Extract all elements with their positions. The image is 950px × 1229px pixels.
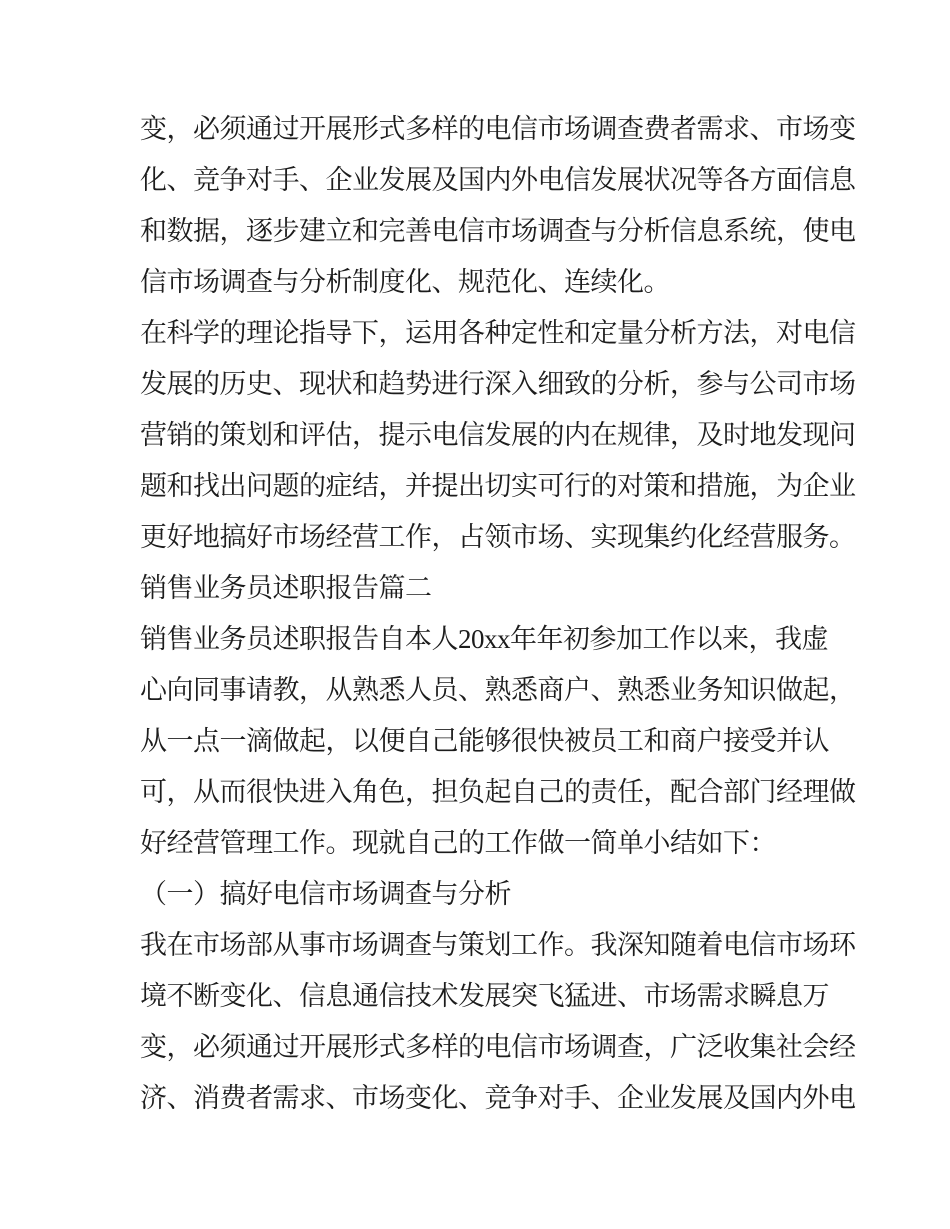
text-line: 更好地搞好市场经营工作，占领市场、实现集约化经营服务。: [140, 522, 856, 552]
text-line: 化、竞争对手、企业发展及国内外电信发展状况等各方面信息: [140, 165, 856, 195]
text-line: 变，必须通过开展形式多样的电信市场调查费者需求、市场变: [140, 114, 856, 144]
text-line: 心向同事请教，从熟悉人员、熟悉商户、熟悉业务知识做起，: [140, 675, 856, 705]
text-line: 营销的策划和评估，提示电信发展的内在规律，及时地发现问: [140, 420, 856, 450]
text-line: 销售业务员述职报告自本人20xx年年初参加工作以来，我虚: [140, 624, 828, 654]
text-line: 从一点一滴做起，以便自己能够很快被员工和商户接受并认: [140, 726, 829, 756]
text-line: 在科学的理论指导下，运用各种定性和定量分析方法，对电信: [140, 318, 856, 348]
text-line: 济、消费者需求、市场变化、竞争对手、企业发展及国内外电: [140, 1083, 856, 1113]
text-line: 境不断变化、信息通信技术发展突飞猛进、市场需求瞬息万: [140, 981, 829, 1011]
text-line: 和数据，逐步建立和完善电信市场调查与分析信息系统，使电: [140, 216, 856, 246]
document-body: [140, 104, 860, 1124]
text-line: 好经营管理工作。现就自己的工作做一简单小结如下：: [140, 828, 776, 858]
text-line: 可，从而很快进入角色，担负起自己的责任，配合部门经理做: [140, 777, 856, 807]
text-line: 题和找出问题的症结，并提出切实可行的对策和措施，为企业: [140, 471, 856, 501]
text-line: 变，必须通过开展形式多样的电信市场调查，广泛收集社会经: [140, 1032, 856, 1062]
text-line: 我在市场部从事市场调查与策划工作。我深知随着电信市场环: [140, 930, 856, 960]
text-line: 信市场调查与分析制度化、规范化、连续化。: [140, 267, 670, 297]
section-heading-line: （一）搞好电信市场调查与分析: [140, 879, 511, 909]
section-title-line: 销售业务员述职报告篇二: [140, 573, 432, 603]
text-line: 发展的历史、现状和趋势进行深入细致的分析，参与公司市场: [140, 369, 856, 399]
